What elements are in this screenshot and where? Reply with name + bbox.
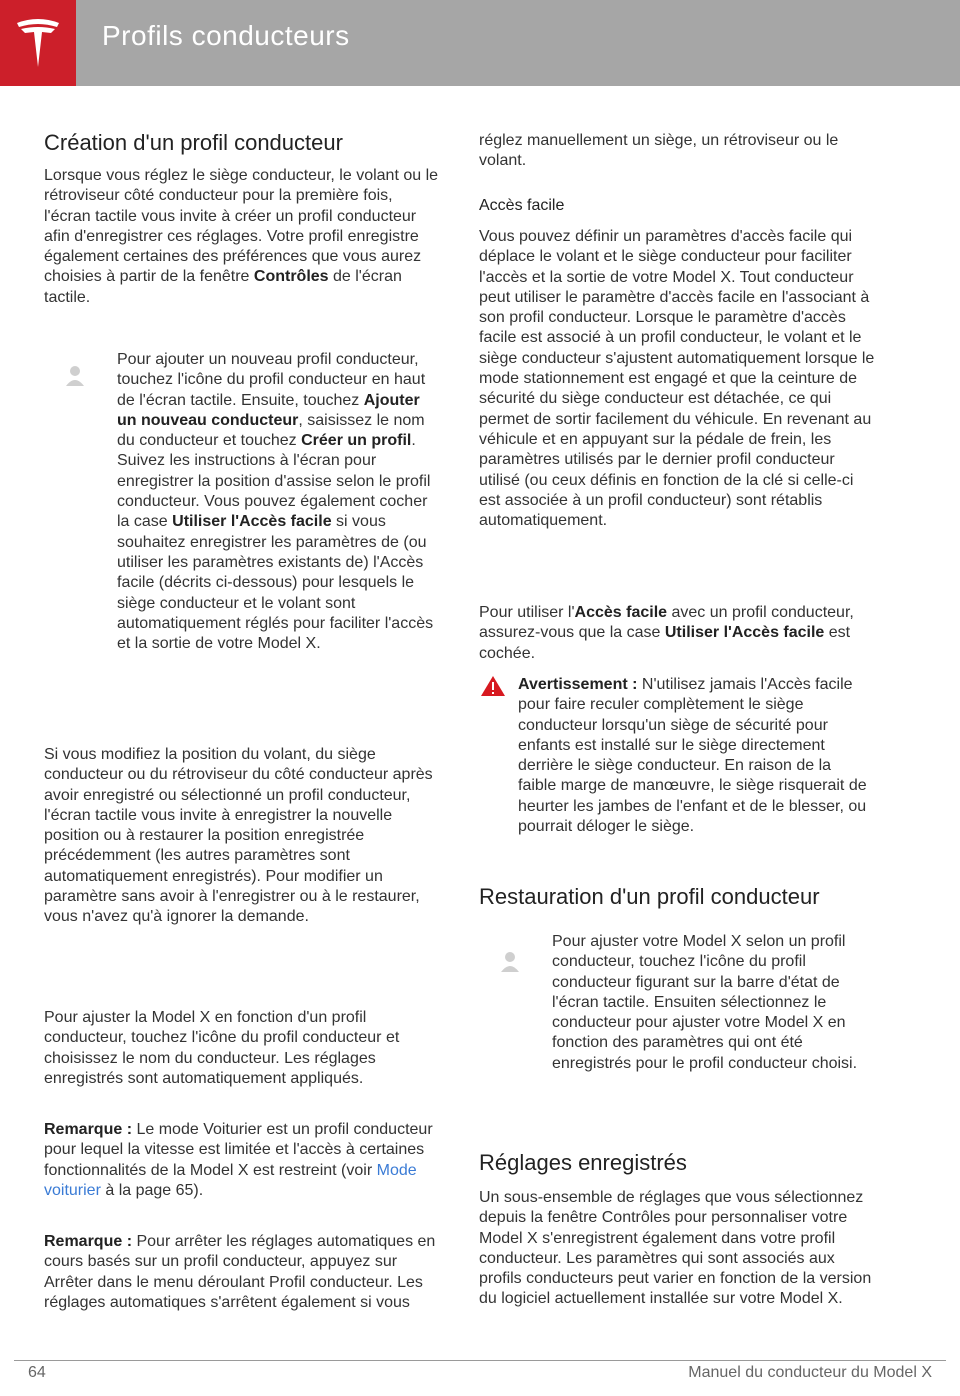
add-profile-note: Pour ajouter un nouveau profil conducteur, touchez l'icône du profil conducteur en haut de l'écran tactile. Ensuite, touchez Ajouter un nouveau conducteur, saisissez le nom du conducteur et touchez Créer un profil. Suivez les instructions à l'écran pour enregistrer la position d'assise selon le profil conducteur. Vous pouvez également cocher la case Utiliser l'Accès facile si vous souhaitez enregistrer les paramètres de (ou utiliser les paramètres existants de) l'Accès facile (décrits ci-dessous) pour lesquels le siège conducteur et le volant sont automatiquement réglés pour faciliter l'accès et la sortie de votre Model X.: [117, 351, 434, 653]
page-title: Profils conducteurs: [102, 20, 350, 51]
driver-profile-icon: [499, 950, 521, 974]
tesla-logo-icon: [15, 17, 61, 69]
remark-valet: Remarque : Le mode Voiturier est un profil conducteur pour lequel la vitesse est limitée et l'accès à certaines fonctionnalités de la Model X est restreint (voir Mode voiturier à la page 65).: [44, 1121, 433, 1199]
intro-paragraph: Lorsque vous réglez le siège conducteur, le volant ou le rétroviseur côté conducteur pour la première fois, l'écran tactile vous invite à créer un profil conducteur afin d'enregistrer ces réglages. Votre profil enregistre également certaines des préférences que vous aurez choisies à partir de la fenêtre Contrôles de l'écran tactile.: [44, 167, 439, 306]
footer-divider: [14, 1360, 946, 1361]
driver-profile-icon: [64, 364, 86, 388]
page-header: [0, 0, 960, 86]
remark-stop: Remarque : Pour arrêter les réglages automatiques en cours basés sur un profil conducteur, appuyez sur Arrêter dans le menu déroulant Profil conducteur. Les réglages automatiques s'arrêtent également si vous: [44, 1233, 436, 1311]
adjust-profile-paragraph: Pour ajuster la Model X en fonction d'un profil conducteur, touchez l'icône du profil conducteur et choisissez le nom du conducteur. Les réglages enregistrés sont automatiquement appliqués.: [44, 1009, 400, 1087]
modify-position-paragraph: Si vous modifiez la position du volant, du siège conducteur ou du rétroviseur du côté conducteur après avoir enregistré ou sélectionné un profil conducteur, l'écran tactile vous invite à enregistrer la nouvelle position ou à restaurer la position enregistrée précédemment (les autres paramètres sont automatiquement enregistrés). Pour modifier un paramètre sans avoir à l'enregistrer ou à le restaurer, vous n'avez qu'à ignorer la demande.: [44, 746, 433, 926]
section-title-restoration: Restauration d'un profil conducteur: [479, 884, 820, 909]
easy-access-usage: Pour utiliser l'Accès facile avec un profil conducteur, assurez-vous que la case Utiliser l'Accès facile est cochée.: [479, 604, 854, 662]
saved-settings-paragraph: Un sous-ensemble de réglages que vous sélectionnez depuis la fenêtre Contrôles pour personnaliser votre Model X s'enregistrent également dans votre profil conducteur. Les paramètres qui sont associés aux profils conducteurs peut varier en fonction de la version du logiciel actuellement installée sur votre Model X.: [479, 1189, 872, 1308]
valet-mode-link[interactable]: Mode voiturier: [44, 1161, 417, 1199]
warning-icon: [480, 675, 506, 697]
tesla-logo: [0, 0, 76, 86]
controls-term: Contrôles: [253, 268, 329, 286]
page-number: 64: [28, 1364, 46, 1381]
easy-access-heading: Accès facile: [479, 197, 565, 214]
restore-profile-note: Pour ajuster votre Model X selon un profil conducteur, touchez l'icône du profil conducteur figurant sur la barre d'état de l'écran tactile. Ensuiten sélectionnez le conducteur pour ajuster votre Model X en fonction des paramètres qui ont été enregistrés pour le profil conducteur choisi.: [552, 933, 858, 1072]
section-title-saved-settings: Réglages enregistrés: [479, 1150, 687, 1175]
section-title-creation: Création d'un profil conducteur: [44, 130, 343, 155]
document-title: Manuel du conducteur du Model X: [688, 1364, 932, 1381]
easy-access-paragraph: Vous pouvez définir un paramètres d'accès facile qui déplace le volant et le siège conducteur pour faciliter l'accès et la sortie de votre Model X. Tout conducteur peut utiliser le paramètre d'accès facile en l'associant à son profil conducteur. Lorsque le paramètre d'accès facile est associé à un profil conducteur, le volant et le siège conducteur s'ajustent automatiquement lorsque le mode stationnement est engagé et que la ceinture de sécurité du siège conducteur est détachée, ce qui permet de sortir facilement du véhicule. En revenant au véhicule et en appuyant sur la pédale de frein, les paramètres utilisés par le dernier profil conducteur utilisé (ou ceux définis en fonction de la clé si celle-ci est associée à un profil conducteur) sont rétablis automatiquement.: [479, 228, 875, 530]
warning-note: Avertissement : N'utilisez jamais l'Accès facile pour faire reculer complètement le siège conducteur lorsqu'un siège de sécurité pour enfants est installé sur le siège directement derrière le siège conducteur. En raison de la faible marge de manœuvre, le siège risquerait de heurter les jambes de l'enfant et de le blesser, ou pourrait déloger le siège.: [518, 676, 867, 836]
continuation-text: réglez manuellement un siège, un rétroviseur ou le volant.: [479, 132, 839, 170]
